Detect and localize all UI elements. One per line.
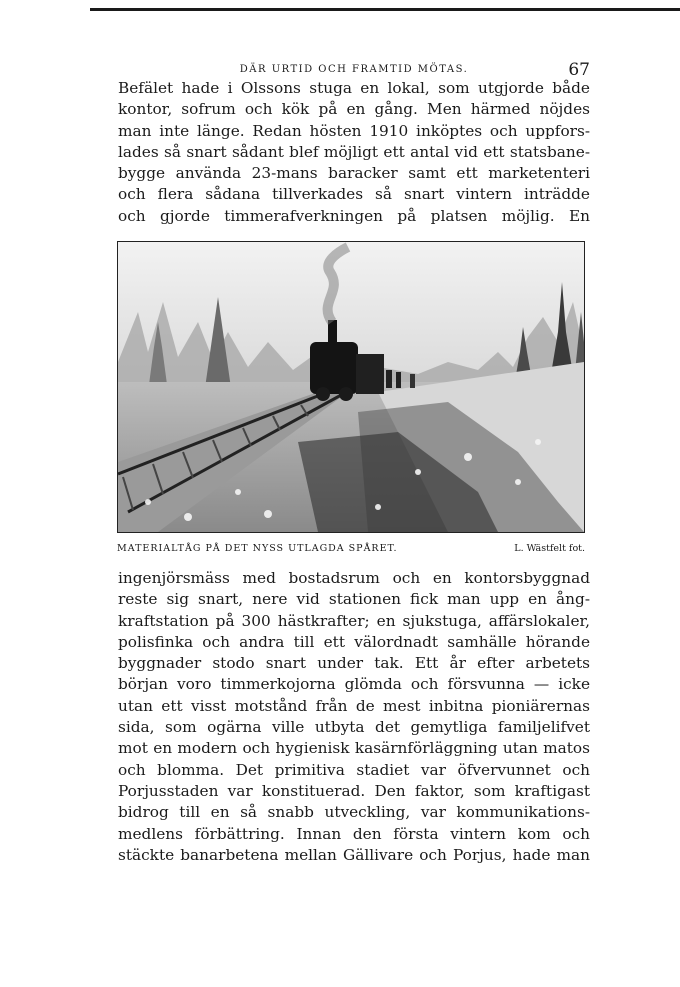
text-line: Befälet hade i Olssons stuga en lokal, som utgjorde både xyxy=(118,79,590,97)
text-line: ingenjörsmäss med bostadsrum och en kontorsbyggnad xyxy=(118,569,590,587)
text-line: reste sig snart, nere vid stationen fick man upp en ång- xyxy=(118,590,590,609)
text-line: byggnader stodo snart under tak. Ett år efter arbetets xyxy=(118,654,590,673)
worker-figure xyxy=(410,374,415,388)
running-title: DÄR URTID OCH FRAMTID MÖTAS. xyxy=(239,64,469,75)
text-line: och blomma. Det primitiva stadiet var öfvervunnet och xyxy=(118,760,590,779)
paragraph-bottom xyxy=(118,568,590,866)
paragraph-top xyxy=(118,78,590,227)
text-line: början voro timmerkojorna glömda och försvunna — icke xyxy=(118,675,590,694)
photo-material-train xyxy=(117,241,585,533)
text-line: bidrog till en så snabb utveckling, var kommunikations- xyxy=(118,803,590,822)
top-rule xyxy=(90,8,680,11)
text-line: bygge använda 23-mans baracker samt ett marketenteri xyxy=(118,164,590,183)
figure-caption xyxy=(117,543,585,559)
text-line: polisfinka och andra till ett välordnadt samhälle hörande xyxy=(118,632,590,651)
text-line: sida, som ogärna ville utbyta det gemytliga familjelifvet xyxy=(118,718,590,737)
text-line: man inte länge. Redan hösten 1910 inköptes och uppfors- xyxy=(118,121,590,140)
page-number: 67 xyxy=(568,60,590,80)
text-line: utan ett visst motstånd från de mest inbitna pioniärernas xyxy=(118,696,590,715)
text-line: lades så snart sådant blef möjligt ett antal vid ett statsbane- xyxy=(118,142,590,161)
worker-figure xyxy=(386,370,392,388)
text-line: Porjusstaden var konstituerad. Den faktor, som kraftigast xyxy=(118,781,590,800)
text-line: mot en modern och hygienisk kasärnförläggning utan matos xyxy=(118,739,590,758)
worker-figure xyxy=(396,372,401,388)
text-line: stäckte banarbetena mellan Gällivare och Porjus, hade man xyxy=(118,845,590,864)
text-line: kraftstation på 300 hästkrafter; en sjukstuga, affärslokaler, xyxy=(118,611,590,630)
photo-illustration xyxy=(118,242,584,532)
text-line: medlens förbättring. Innan den första vintern kom och xyxy=(118,824,590,843)
photo-credit: L. Wästfelt fot. xyxy=(514,543,585,554)
text-line: kontor, sofrum och kök på en gång. Men härmed nöjdes xyxy=(118,100,590,119)
text-line: och flera sådana tillverkades så snart vintern inträdde xyxy=(118,185,590,204)
text-line: och gjorde timmerafverkningen på platsen möjlig. En xyxy=(118,206,590,225)
caption-text: MATERIALTÅG PÅ DET NYSS UTLAGDA SPÅRET. xyxy=(117,543,398,554)
